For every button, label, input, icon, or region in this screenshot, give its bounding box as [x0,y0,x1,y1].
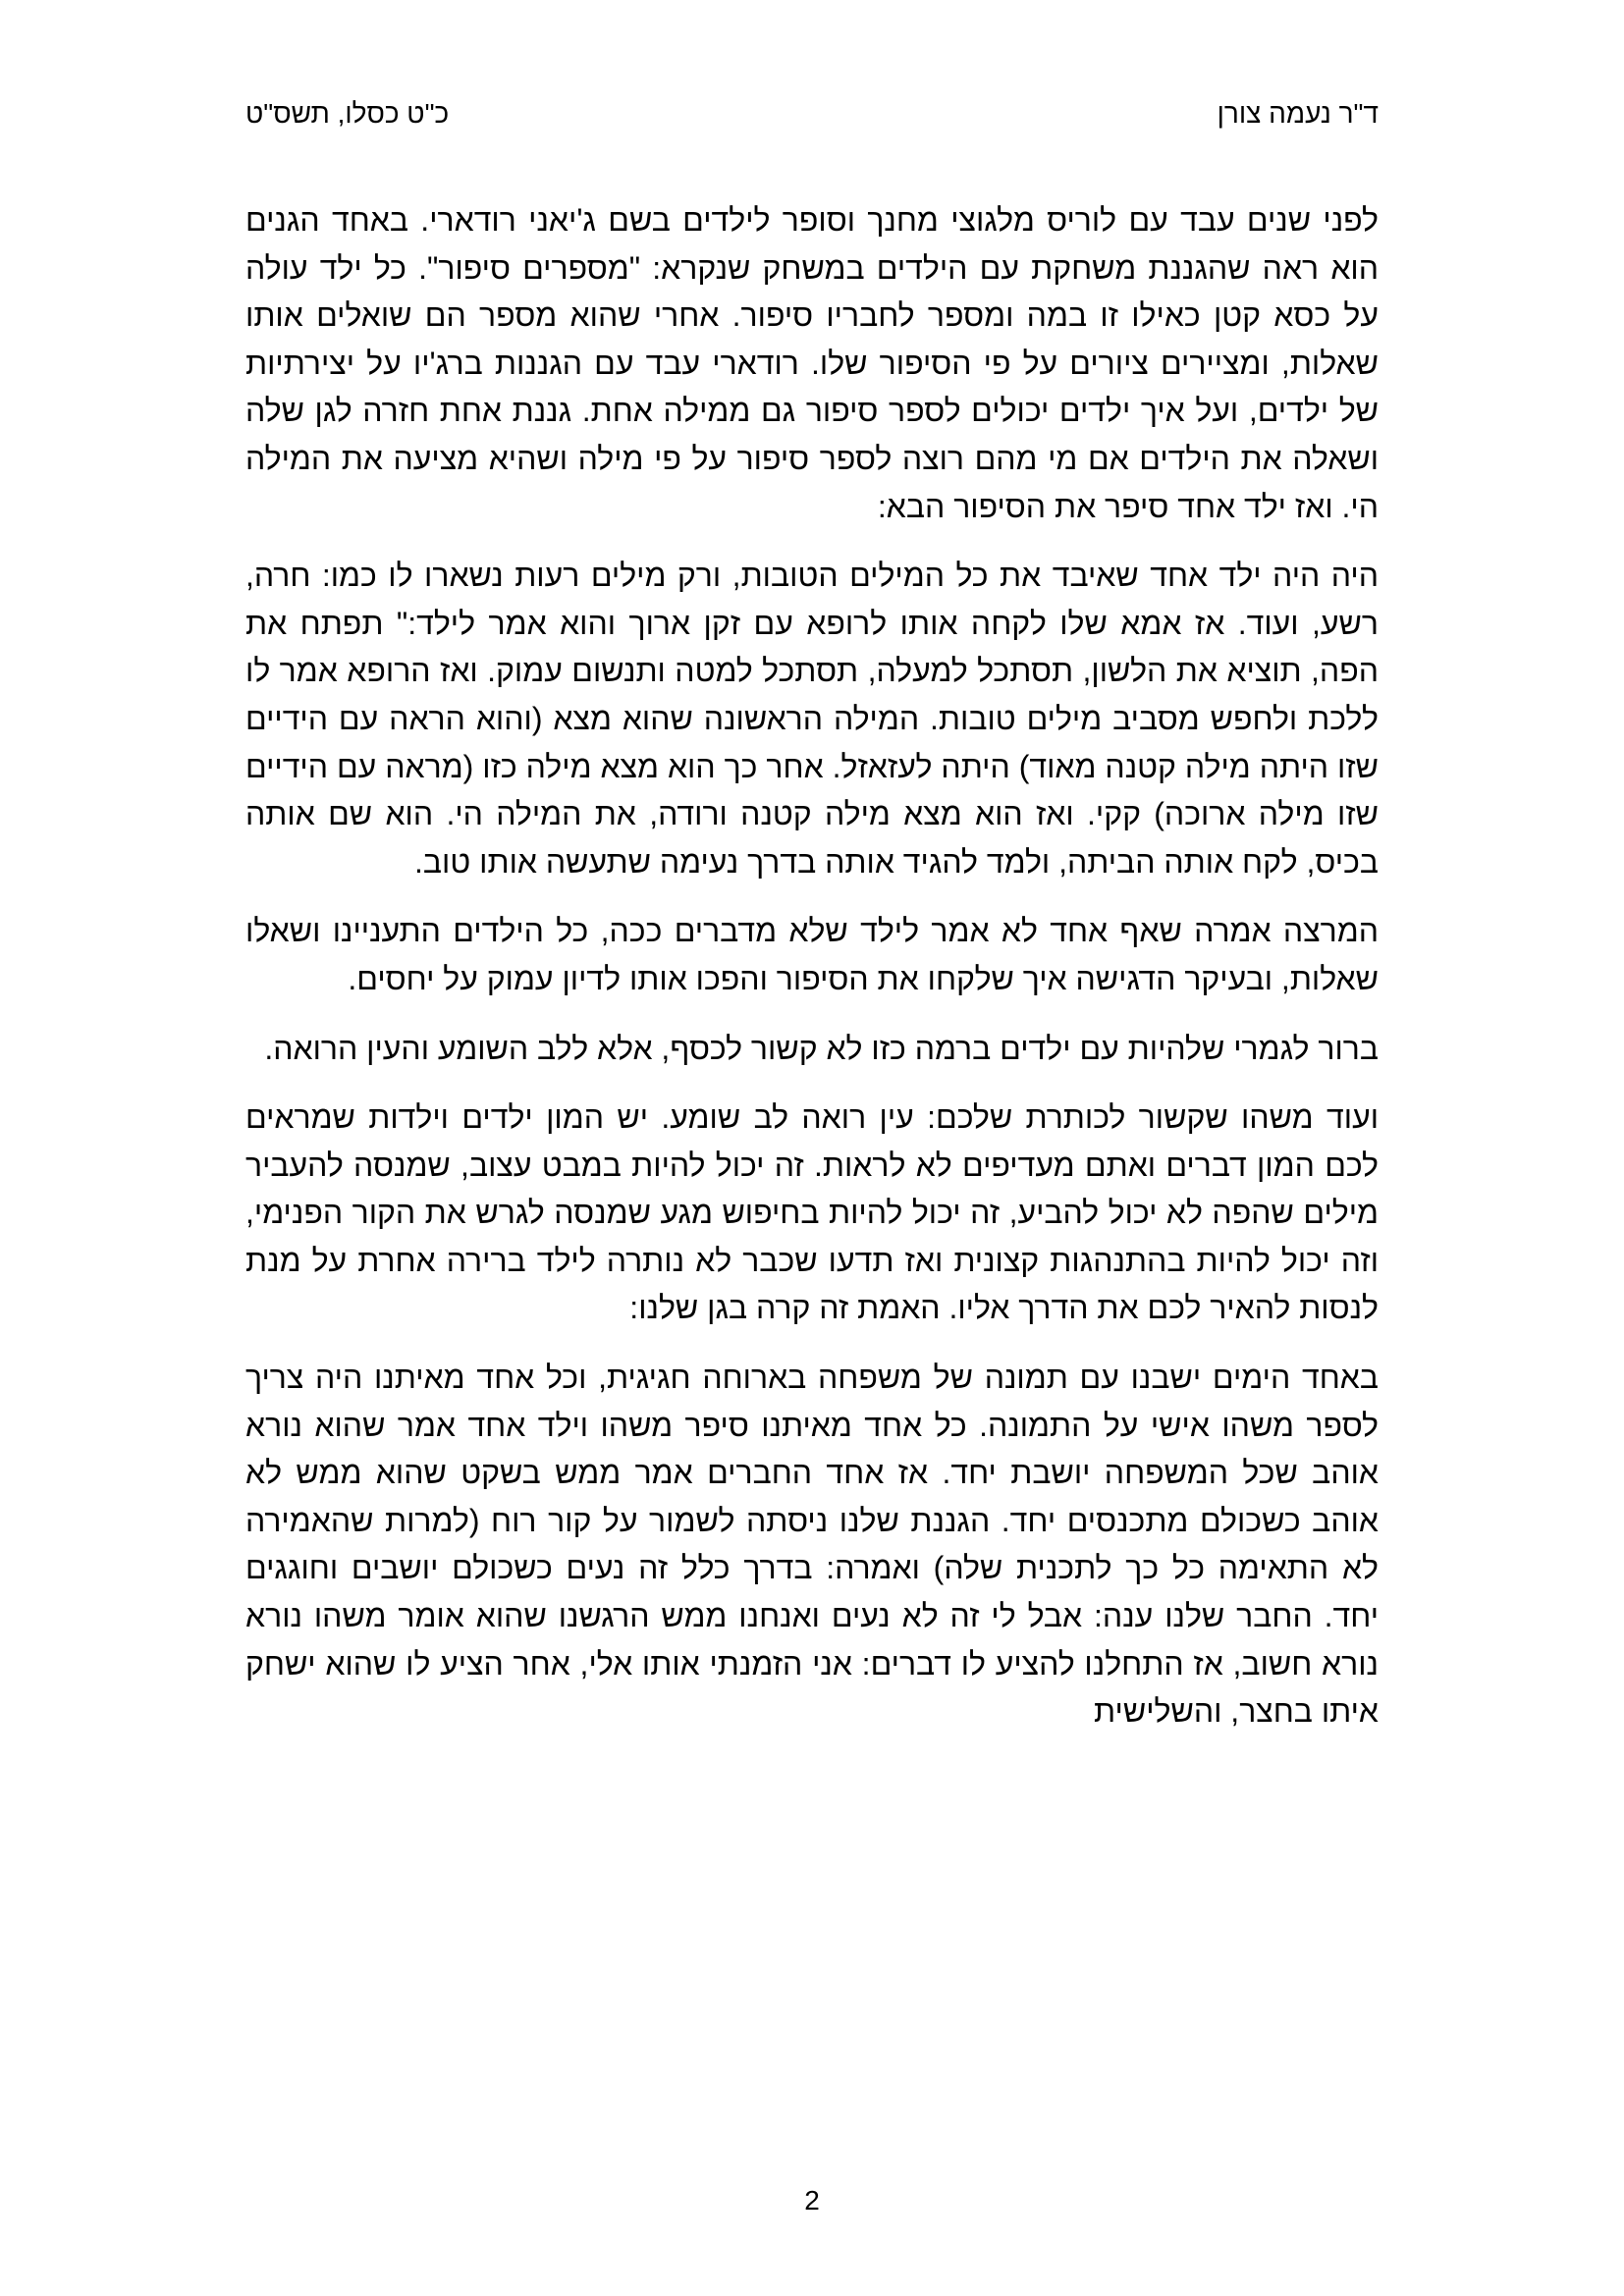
paragraph: באחד הימים ישבנו עם תמונה של משפחה בארוחה חגיגית, וכל אחד מאיתנו היה צריך לספר משהו אישי על התמונה. כל אחד מאיתנו סיפר משהו וילד אחד אמר שהוא נורא אוהב שכל המשפחה יושבת יחד. אז אחד החברים אמר ממש בשקט שהוא ממש לא אוהב כשכולם מתכנסים יחד. הגננת שלנו ניסתה לשמור על קור רוח (למרות שהאמירה לא התאימה כל כך לתכנית שלה) ואמרה: בדרך כלל זה נעים כשכולם יושבים וחוגגים יחד. החבר שלנו ענה: אבל לי זה לא נעים ואנחנו ממש הרגשנו שהוא אומר משהו נורא נורא חשוב, אז התחלנו להציע לו דברים: אני הזמנתי אותו אלי, אחר הציע לו שהוא ישחק איתו בחצר, והשלישית [245,1360,1379,1730]
paragraph: ועוד משהו שקשור לכותרת שלכם: עין רואה לב שומע. יש המון ילדים וילדות שמראים לכם המון דברים ואתם מעדיפים לא לראות. זה יכול להיות במבט עצוב, שמנסה להעביר מילים שהפה לא יכול להביע, זה יכול להיות בחיפוש מגע שמנסה לגרש את הקור הפנימי, וזה יכול להיות בהתנהגות קצונית ואז תדעו שכבר לא נותרה לילד ברירה אחרת על מנת לנסות להאיר לכם את הדרך אליו. האמת זה קרה בגן שלנו: [245,1099,1379,1326]
page-header [245,94,1379,133]
paragraph: המרצה אמרה שאף אחד לא אמר לילד שלא מדברים ככה, כל הילדים התעניינו ושאלו שאלות, ובעיקר הדגישה איך שלקחו את הסיפור והפכו אותו לדיון עמוק על יחסים. [245,913,1379,996]
document-body [245,196,1379,1757]
header-author: ד"ר נעמה צורן [1217,98,1379,129]
paragraph: ברור לגמרי שלהיות עם ילדים ברמה כזו לא קשור לכסף, אלא ללב השומע והעין הרואה. [264,1030,1379,1066]
header-date: כ"ט כסלו, תשס"ט [245,98,450,129]
page-number: 2 [804,2185,820,2216]
paragraph: היה היה ילד אחד שאיבד את כל המילים הטובות, ורק מילים רעות נשארו לו כמו: חרה, רשע, ועוד. אז אמא שלו לקחה אותו לרופא עם זקן ארוך והוא אמר לילד:" תפתח את הפה, תוציא את הלשון, תסתכל למעלה, תסתכל למטה ותנשום עמוק. ואז הרופא אמר לו ללכת ולחפש מסביב מילים טובות. המילה הראשונה שהוא מצא (והוא הראה עם הידיים שזו היתה מילה קטנה מאוד) היתה לעזאזל. אחר כך הוא מצא מילה כזו (מראה עם הידיים שזו מילה ארוכה) קקי. ואז הוא מצא מילה קטנה ורודה, את המילה הי. הוא שם אותה בכיס, לקח אותה הביתה, ולמד להגיד אותה בדרך נעימה שתעשה אותו טוב. [245,558,1379,880]
paragraph: לפני שנים עבד עם לוריס מלגוצי מחנך וסופר לילדים בשם ג'יאני רודארי. באחד הגנים הוא ראה שהגננת משחקת עם הילדים במשחק שנקרא: "מספרים סיפור". כל ילד עולה על כסא קטן כאילו זו במה ומספר לחבריו סיפור. אחרי שהוא מספר הם שואלים אותו שאלות, ומציירים ציורים על פי הסיפור שלו. רודארי עבד עם הגננות ברג'יו על יצירתיות של ילדים, ועל איך ילדים יכולים לספר סיפור גם ממילה אחת. גננת אחת חזרה לגן שלה ושאלה את הילדים אם מי מהם רוצה לספר סיפור על פי מילה ושהיא מציעה את המילה הי. ואז ילד אחד סיפר את הסיפור הבא: [245,202,1379,524]
